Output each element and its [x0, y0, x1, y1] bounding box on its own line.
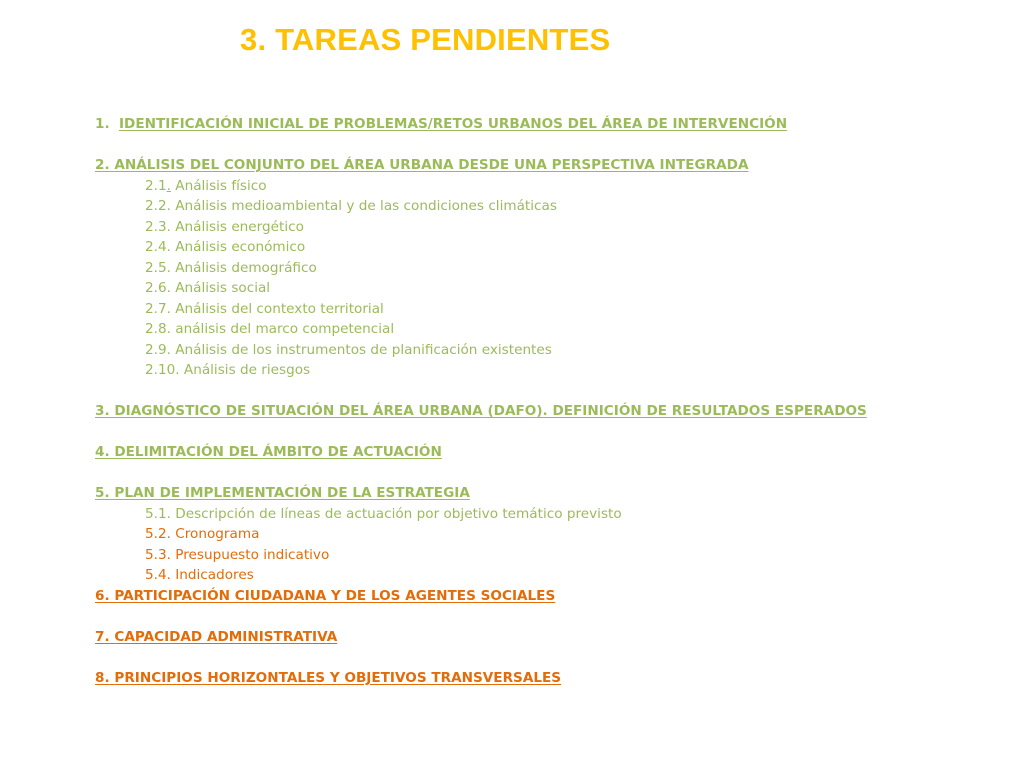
section-8-label: PRINCIPIOS HORIZONTALES Y OBJETIVOS TRANSVERSALES [114, 669, 562, 686]
section-1-heading [95, 114, 995, 135]
section-4-number: 4. [95, 444, 110, 460]
spacer [95, 422, 995, 443]
section-8-heading [95, 668, 995, 689]
section-2-number: 2. [95, 157, 110, 173]
section-5-number: 5. [95, 485, 110, 501]
subitem-2-10: 2.10. Análisis de riesgos [145, 362, 311, 378]
subitem-5-2: 5.2. Cronograma [145, 526, 260, 542]
spacer [95, 463, 995, 484]
subitem-2-1-number: 2.1 [145, 177, 167, 194]
subitem-2-6: 2.6. Análisis social [145, 280, 271, 296]
section-6-heading [95, 586, 995, 607]
section-7-label: CAPACIDAD ADMINISTRATIVA [114, 628, 338, 645]
subitem-2-2: 2.2. Análisis medioambiental y de las condiciones climáticas [145, 198, 557, 214]
subitem-2-1-dot: . [166, 177, 171, 194]
task-list [95, 114, 995, 688]
section-4-label: DELIMITACIÓN DEL ÁMBITO DE ACTUACIÓN [114, 444, 442, 460]
section-6-number: 6. [95, 587, 110, 604]
page-title: 3. TAREAS PENDIENTES [240, 22, 611, 57]
spacer [95, 647, 995, 668]
section-8-number: 8. [95, 669, 110, 686]
subitem-2-8: 2.8. análisis del marco competencial [145, 321, 395, 337]
subitem-2-1 [95, 176, 995, 197]
subitem-2-7: 2.7. Análisis del contexto territorial [145, 300, 384, 317]
section-3-label: DIAGNÓSTICO DE SITUACIÓN DEL ÁREA URBANA (DAFO). DEFINICIÓN DE RESULTADOS ESPERADOS [114, 403, 867, 419]
spacer [95, 135, 995, 156]
subitem-5-4: 5.4. Indicadores [145, 567, 254, 583]
subitem-5-3: 5.3. Presupuesto indicativo [145, 546, 330, 563]
spacer [95, 606, 995, 627]
subitem-2-3: 2.3. Análisis energético [145, 218, 304, 235]
subitem-5-1: 5.1. Descripción de líneas de actuación por objetivo temático previsto [145, 505, 622, 522]
subitem-2-9: 2.9. Análisis de los instrumentos de planificación existentes [145, 341, 552, 358]
section-3-heading [95, 401, 995, 422]
section-7-heading [95, 627, 995, 648]
section-1-label: IDENTIFICACIÓN INICIAL DE PROBLEMAS/RETOS URBANOS DEL ÁREA DE INTERVENCIÓN [119, 116, 788, 132]
section-5-heading [95, 483, 995, 504]
section-1-number: 1. [95, 116, 110, 132]
subitem-2-4: 2.4. Análisis económico [145, 239, 306, 255]
section-3-number: 3. [95, 403, 110, 419]
section-2-heading [95, 155, 995, 176]
section-5-label: PLAN DE IMPLEMENTACIÓN DE LA ESTRATEGIA [114, 485, 470, 501]
spacer [95, 381, 995, 402]
subitem-2-5: 2.5. Análisis demográfico [145, 259, 317, 276]
section-2-label: ANÁLISIS DEL CONJUNTO DEL ÁREA URBANA DESDE UNA PERSPECTIVA INTEGRADA [114, 157, 749, 173]
section-7-number: 7. [95, 628, 110, 645]
section-6-label: PARTICIPACIÓN CIUDADANA Y DE LOS AGENTES SOCIALES [114, 587, 556, 604]
subitem-2-1-label: Análisis físico [170, 177, 267, 194]
section-4-heading [95, 442, 995, 463]
